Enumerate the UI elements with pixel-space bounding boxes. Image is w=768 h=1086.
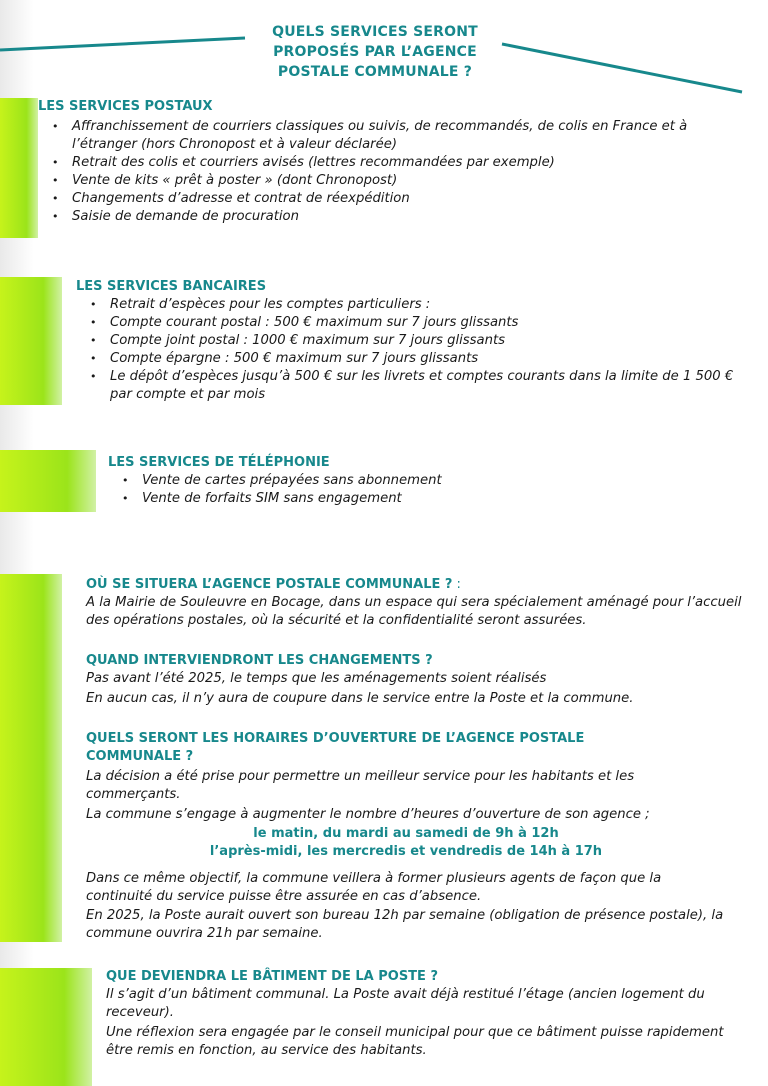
batiment-text-1: Il s’agit d’un bâtiment communal. La Poste avait déjà restitué l’étage (ancien logement du receveur).: [106, 987, 705, 1020]
quand-line-2: En aucun cas, il n’y aura de coupure dans le service entre la Poste et la commune.: [86, 691, 634, 706]
horaires-text-1: La décision a été prise pour permettre un meilleur service pour les habitants et les commerçants.: [86, 769, 635, 802]
list-item: • Compte épargne : 500 € maximum sur 7 jours glissants: [88, 350, 748, 368]
list-item: • Le dépôt d’espèces jusqu’à 500 € sur les livrets et comptes courants dans la limite de 1 500 € par compte et par mois: [88, 368, 748, 404]
list-item: • Vente de forfaits SIM sans engagement: [120, 490, 720, 508]
page-title: [230, 22, 520, 82]
telephonie-list: [120, 472, 720, 508]
ou-heading-text: OÙ SE SITUERA L’AGENCE POSTALE COMMUNALE ?: [86, 577, 453, 592]
list-item: • Vente de cartes prépayées sans abonnement: [120, 472, 720, 490]
header-line-right: [502, 44, 742, 92]
list-item: • Saisie de demande de procuration: [50, 208, 750, 226]
horaires-apresmidi: l’après-midi, les mercredis et vendredis de 14h à 17h: [209, 844, 603, 859]
title-line-2: PROPOSÉS PAR L’AGENCE: [273, 44, 477, 60]
list-item: • Changements d’adresse et contrat de réexpédition: [50, 190, 750, 208]
ou-text: A la Mairie de Souleuvre en Bocage, dans un espace qui sera spécialement aménagé pour l’accueil des opérations postales, où la sécurité et la confidentialité seront assurées.: [86, 595, 742, 628]
accent-bar-postaux: [0, 98, 38, 238]
list-item: • Retrait d’espèces pour les comptes particuliers :: [88, 296, 748, 314]
quand-line-1: Pas avant l’été 2025, le temps que les aménagements soient réalisés: [86, 671, 547, 686]
bancaires-list: [88, 296, 748, 404]
list-item: • Vente de kits « prêt à poster » (dont Chronopost): [50, 172, 750, 190]
horaires-matin: le matin, du mardi au samedi de 9h à 12h: [253, 826, 559, 841]
horaires-text-2: La commune s’engage à augmenter le nombre d’heures d’ouverture de son agence ;: [86, 807, 650, 822]
bancaires-heading: LES SERVICES BANCAIRES: [76, 279, 267, 294]
quand-heading: QUAND INTERVIENDRONT LES CHANGEMENTS ?: [86, 653, 433, 668]
ou-heading: [86, 576, 461, 594]
telephonie-heading: LES SERVICES DE TÉLÉPHONIE: [108, 455, 330, 470]
list-item: • Retrait des colis et courriers avisés (lettres recommandées par exemple): [50, 154, 750, 172]
horaires-heading: QUELS SERONT LES HORAIRES D’OUVERTURE DE L’AGENCE POSTALE COMMUNALE ?: [86, 731, 585, 764]
accent-bar-bancaires: [0, 277, 62, 405]
horaires-text-4: En 2025, la Poste aurait ouvert son bureau 12h par semaine (obligation de présence postale), la commune ouvrira 21h par semaine.: [86, 908, 724, 941]
accent-bar-telephonie: [0, 450, 96, 512]
title-line-3: POSTALE COMMUNALE ?: [277, 64, 473, 80]
list-item: • Affranchissement de courriers classiques ou suivis, de recommandés, de colis en France et à l’étranger (hors Chronopost et à valeur déclarée): [50, 118, 750, 154]
postaux-heading: LES SERVICES POSTAUX: [38, 99, 213, 114]
ou-heading-suffix: :: [452, 577, 461, 592]
accent-bar-infos: [0, 574, 62, 942]
list-item: • Compte courant postal : 500 € maximum sur 7 jours glissants: [88, 314, 748, 332]
horaires-text-3: Dans ce même objectif, la commune veillera à former plusieurs agents de façon que la continuité du service puisse être assurée en cas d’absence.: [86, 871, 662, 904]
list-item: • Compte joint postal : 1000 € maximum sur 7 jours glissants: [88, 332, 748, 350]
batiment-text-2: Une réflexion sera engagée par le conseil municipal pour que ce bâtiment puisse rapidement être remis en fonction, au service des habitants.: [106, 1025, 724, 1058]
header-line-left: [0, 38, 245, 50]
title-line-1: QUELS SERVICES SERONT: [272, 24, 478, 40]
postaux-list: [50, 118, 750, 226]
batiment-heading: QUE DEVIENDRA LE BÂTIMENT DE LA POSTE ?: [106, 969, 439, 984]
accent-bar-batiment: [0, 968, 92, 1086]
